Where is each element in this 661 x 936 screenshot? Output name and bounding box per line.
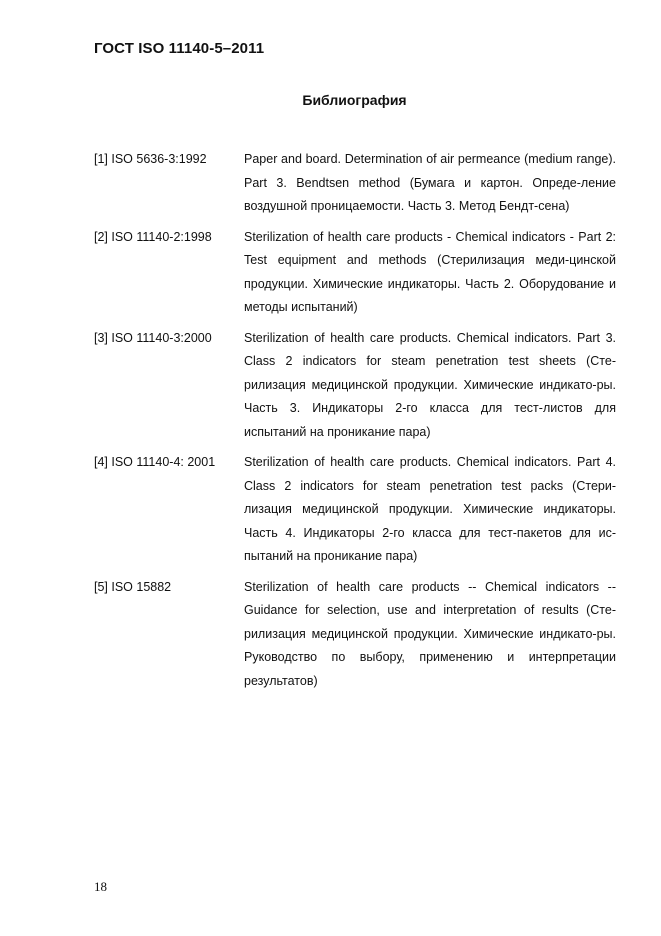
reference-text: Sterilization of health care products - Chemical indicators - Part 2: Test equipment and methods (Стерилизация меди-цинской продукции. Химические индикаторы. Часть 2. Оборудование и методы испытаний) [244, 229, 616, 314]
reference-text: Sterilization of health care products -- Chemical indicators -- Guidance for selection, use and interpretation of results (Сте-рилизация медицинской продукции. Химические индикато-ры. Руководство по выбору, применению и интерпретации результатов) [244, 579, 616, 688]
bibliography-entry [94, 226, 616, 320]
document-standard-header: ГОСТ ISO 11140-5–2011 [94, 40, 265, 57]
reference-id: [4] ISO 11140-4: 2001 [94, 455, 216, 469]
reference-id: [2] ISO 11140-2:1998 [94, 229, 212, 244]
reference-text: Paper and board. Determination of air permeance (medium range). Part 3. Bendtsen method (Бумага и картон. Опреде-ление воздушной проницаемости. Часть 3. Метод Бендт-сена) [244, 152, 616, 213]
bibliography-entry [94, 148, 616, 219]
page-number: 18 [94, 879, 107, 894]
bibliography-entry [94, 451, 616, 569]
reference-id: [3] ISO 11140-3:2000 [94, 330, 212, 345]
reference-text: Sterilization of health care products. Chemical indicators. Part 3. Class 2 indicators for steam penetration test sheets (Сте-рилизация медицинской продукции. Химические индикато-ры. Часть 3. Индикаторы 2-го класса для тест-листов для испытаний на проникание пара) [244, 330, 616, 439]
bibliography-title: Библиография [302, 92, 407, 108]
reference-id: [5] ISO 15882 [94, 579, 172, 594]
reference-id: [1] ISO 5636-3:1992 [94, 152, 207, 166]
bibliography-entry [94, 576, 616, 694]
reference-text: Sterilization of health care products. Chemical indicators. Part 4. Class 2 indicators for steam penetration test packs (Стери-лизация медицинской продукции. Химические индикаторы. Часть 4. Индикаторы 2-го класса для тест-пакетов для ис-пытаний на проникание пара) [244, 455, 616, 563]
bibliography-list [94, 148, 616, 700]
bibliography-entry [94, 327, 616, 445]
